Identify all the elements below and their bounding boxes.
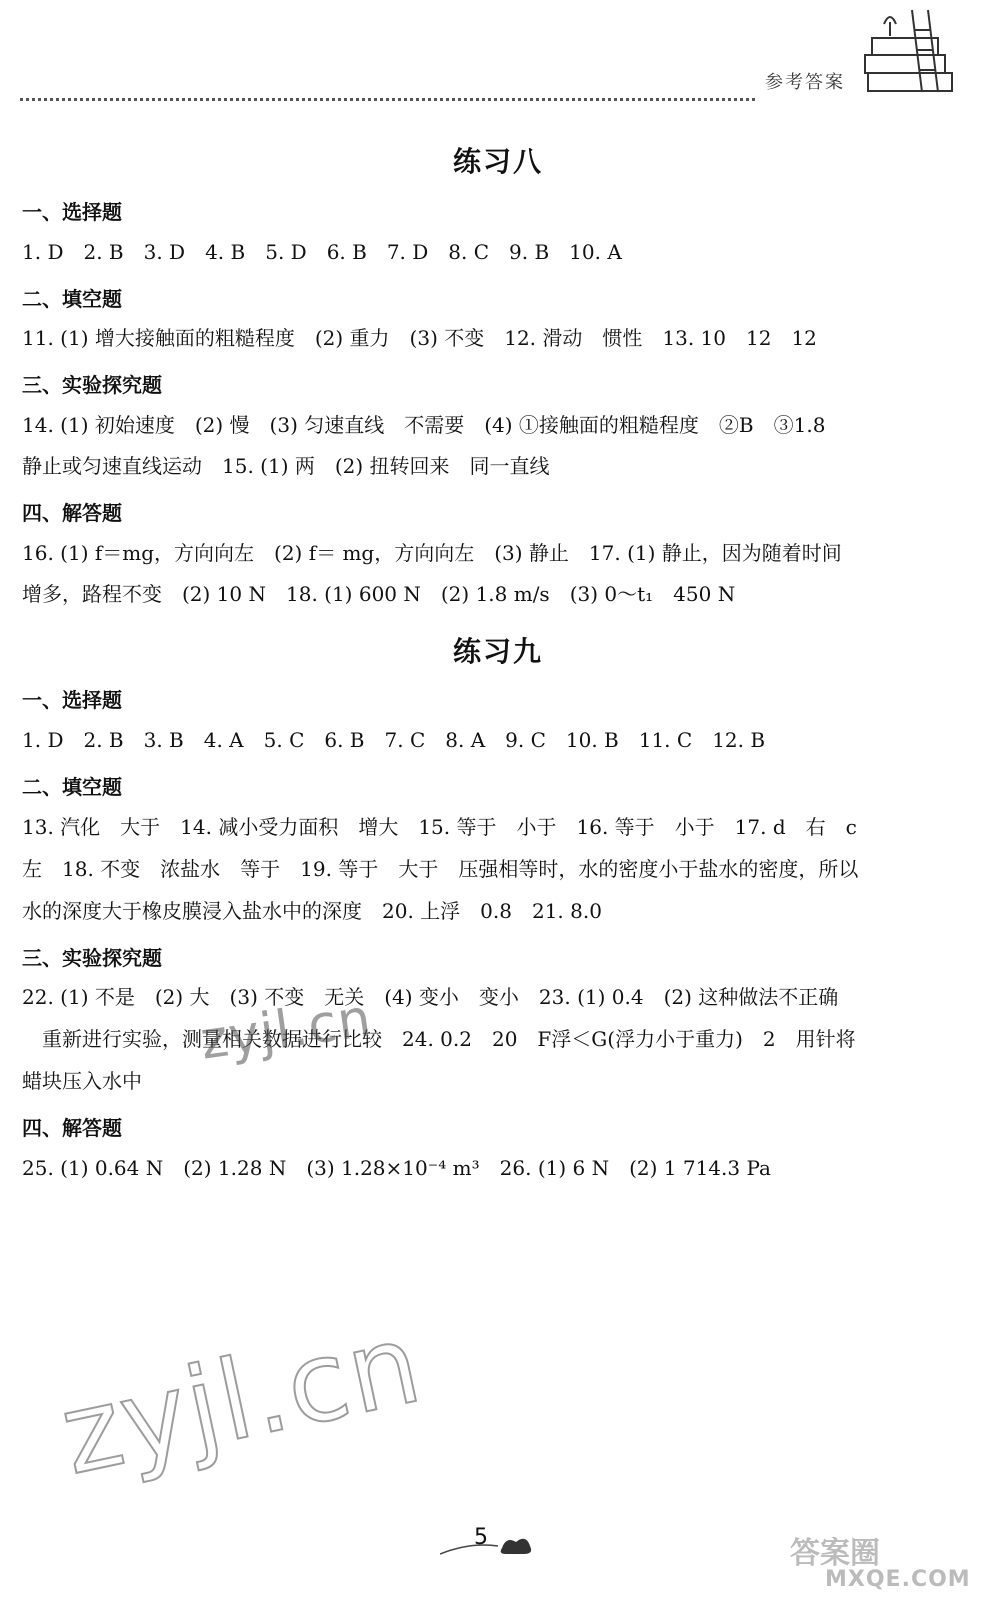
- answer-line: 左 18. 不变 浓盐水 等于 19. 等于 大于 压强相等时，水的密度小于盐水的密度，所以: [22, 857, 859, 881]
- cloud-swoosh-icon: [440, 1520, 540, 1560]
- answer-line: 增多，路程不变 (2) 10 N 18. (1) 600 N (2) 1.8 m/s (3) 0～t₁ 450 N: [22, 582, 736, 606]
- group-heading: 二、填空题: [22, 287, 122, 311]
- corner-logo: 答案圈: [790, 1536, 880, 1571]
- group-heading: 一、选择题: [22, 200, 122, 224]
- section-title: 练习八: [452, 145, 543, 178]
- page-header: [0, 0, 996, 110]
- answer-line: 22. (1) 不是 (2) 大 (3) 不变 无关 (4) 变小 变小 23. (1) 0.4 (2) 这种做法不正确: [22, 985, 839, 1009]
- answer-line: 重新进行实验，测量相关数据进行比较 24. 0.2 20 F浮＜G(浮力小于重力) 2 用针将: [22, 1027, 856, 1051]
- watermark-large: zyjl.cn: [50, 1298, 433, 1500]
- answer-line: 13. 汽化 大于 14. 减小受力面积 增大 15. 等于 小于 16. 等于 小于 17. d 右 c: [22, 815, 857, 839]
- section-title: 练习九: [452, 635, 543, 668]
- group-heading: 四、解答题: [22, 1116, 122, 1140]
- page-number: 5: [474, 1525, 488, 1550]
- answer-line: 水的深度大于橡皮膜浸入盐水中的深度 20. 上浮 0.8 21. 8.0: [22, 899, 602, 923]
- answer-line: 1. D 2. B 3. B 4. A 5. C 6. B 7. C 8. A 9. C 10. B 11. C 12. B: [22, 728, 766, 752]
- group-heading: 一、选择题: [22, 688, 122, 712]
- answer-line: 16. (1) f＝mg，方向向左 (2) f＝ mg，方向向左 (3) 静止 17. (1) 静止，因为随着时间: [22, 541, 842, 565]
- answer-line: 1. D 2. B 3. D 4. B 5. D 6. B 7. D 8. C 9. B 10. A: [22, 240, 622, 264]
- watermark-small: zyjl.cn: [196, 988, 376, 1072]
- header-dotted-rule: [20, 98, 755, 101]
- answer-line: 25. (1) 0.64 N (2) 1.28 N (3) 1.28×10⁻⁴ m³ 26. (1) 6 N (2) 1 714.3 Pa: [22, 1156, 771, 1180]
- answer-line: 静止或匀速直线运动 15. (1) 两 (2) 扭转回来 同一直线: [22, 454, 550, 478]
- group-heading: 三、实验探究题: [22, 373, 162, 397]
- group-heading: 三、实验探究题: [22, 946, 162, 970]
- header-label: 参考答案: [765, 72, 845, 93]
- group-heading: 四、解答题: [22, 501, 122, 525]
- answer-line: 14. (1) 初始速度 (2) 慢 (3) 匀速直线 不需要 (4) ①接触面的粗糙程度 ②B ③1.8: [22, 413, 826, 437]
- books-ladder-icon: [850, 0, 970, 100]
- group-heading: 二、填空题: [22, 775, 122, 799]
- answer-line: 蜡块压入水中: [22, 1069, 142, 1093]
- answer-line: 11. (1) 增大接触面的粗糙程度 (2) 重力 (3) 不变 12. 滑动 惯性 13. 10 12 12: [22, 326, 817, 350]
- corner-url: MXQE.COM: [825, 1567, 971, 1592]
